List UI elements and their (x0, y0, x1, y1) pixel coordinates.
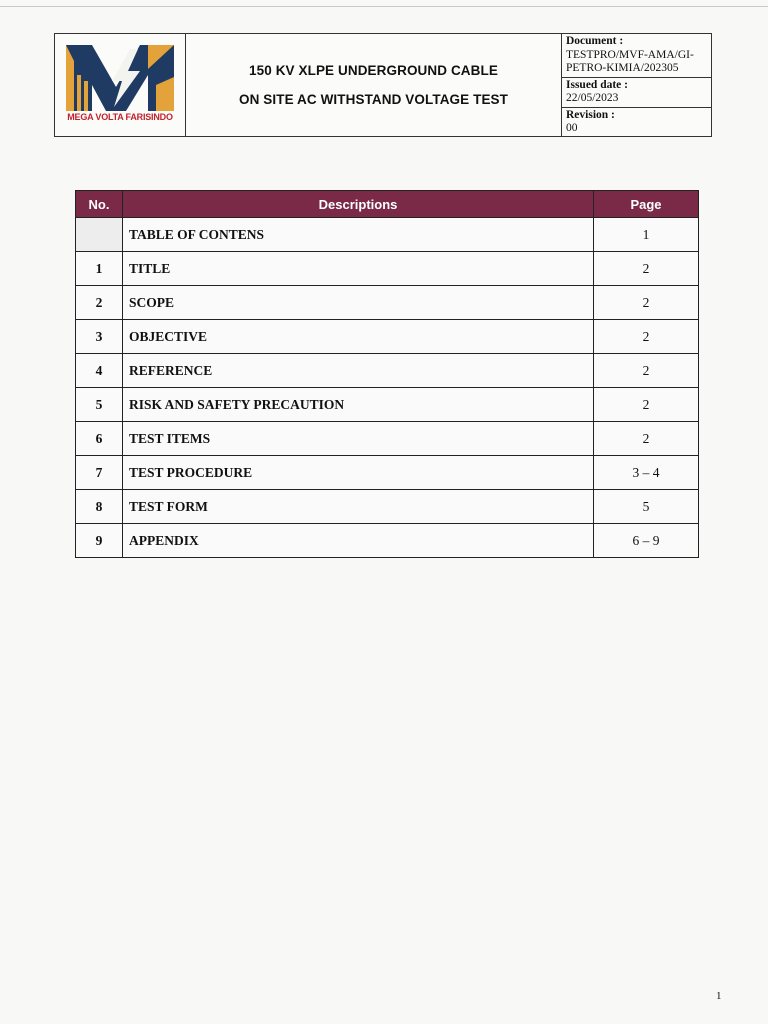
issued-value: 22/05/2023 (566, 92, 619, 104)
document-number-row (562, 34, 711, 77)
revision-row (562, 107, 711, 137)
revision-value: 00 (566, 122, 578, 134)
logo-cell (55, 34, 186, 136)
col-header-no: No. (76, 191, 123, 218)
row-no: 5 (76, 388, 123, 422)
row-page: 2 (594, 388, 699, 422)
row-no: 4 (76, 354, 123, 388)
row-page: 2 (594, 286, 699, 320)
table-row (76, 388, 699, 422)
row-page: 1 (594, 218, 699, 252)
row-description: REFERENCE (123, 354, 594, 388)
row-description: RISK AND SAFETY PRECAUTION (123, 388, 594, 422)
row-page: 2 (594, 354, 699, 388)
title-line-1: 150 KV XLPE UNDERGROUND CABLE (249, 63, 498, 78)
row-page: 2 (594, 422, 699, 456)
row-no: 6 (76, 422, 123, 456)
table-row (76, 320, 699, 354)
table-row (76, 252, 699, 286)
row-no: 8 (76, 490, 123, 524)
table-row (76, 456, 699, 490)
document-label: Document : (566, 35, 624, 47)
document-value: TESTPRO/MVF-AMA/GI-PETRO-KIMIA/202305 (566, 48, 694, 74)
top-rule (0, 6, 768, 7)
row-description: SCOPE (123, 286, 594, 320)
row-no: 1 (76, 252, 123, 286)
table-row (76, 218, 699, 252)
toc-header-row (76, 191, 699, 218)
company-logo (60, 41, 180, 113)
row-description: OBJECTIVE (123, 320, 594, 354)
table-row (76, 286, 699, 320)
row-page: 5 (594, 490, 699, 524)
row-page: 3 – 4 (594, 456, 699, 490)
table-of-contents (75, 190, 699, 558)
row-description: TITLE (123, 252, 594, 286)
row-no: 3 (76, 320, 123, 354)
col-header-descriptions: Descriptions (123, 191, 594, 218)
row-description: TABLE OF CONTENS (123, 218, 594, 252)
issued-label: Issued date : (566, 78, 628, 91)
document-meta (562, 34, 711, 136)
row-page: 2 (594, 320, 699, 354)
issued-date-row (562, 77, 711, 107)
document-title (186, 34, 562, 136)
row-no (76, 218, 123, 252)
document-header (54, 33, 712, 137)
row-no: 7 (76, 456, 123, 490)
row-description: APPENDIX (123, 524, 594, 558)
row-description: TEST PROCEDURE (123, 456, 594, 490)
table-row (76, 524, 699, 558)
logo-text: MEGA VOLTA FARISINDO (67, 112, 173, 122)
row-no: 9 (76, 524, 123, 558)
row-no: 2 (76, 286, 123, 320)
col-header-page: Page (594, 191, 699, 218)
row-description: TEST FORM (123, 490, 594, 524)
row-description: TEST ITEMS (123, 422, 594, 456)
table-row (76, 422, 699, 456)
table-row (76, 490, 699, 524)
row-page: 6 – 9 (594, 524, 699, 558)
title-line-2: ON SITE AC WITHSTAND VOLTAGE TEST (238, 92, 509, 107)
revision-label: Revision : (566, 108, 615, 121)
page-number: 1 (716, 990, 722, 1002)
table-row (76, 354, 699, 388)
row-page: 2 (594, 252, 699, 286)
